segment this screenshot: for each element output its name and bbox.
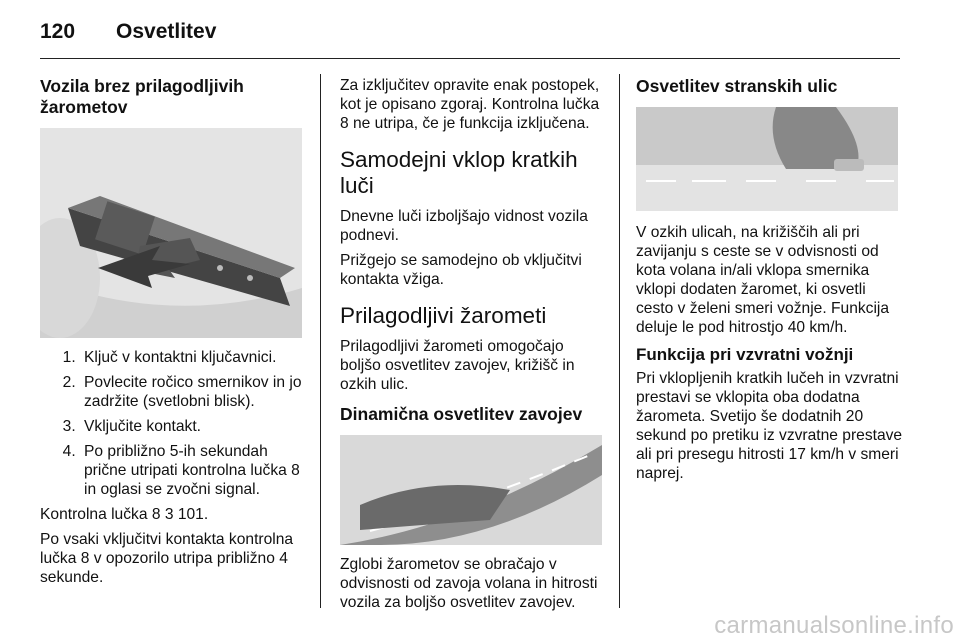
- page-header: [40, 20, 216, 44]
- column-divider-1: [320, 74, 321, 608]
- indicator-reference: Kontrolna lučka 8 3 101.: [40, 506, 209, 523]
- cornering-text: Zglobi žarometov se obračajo v odvisnosti od zavoja volana in hitrosti vozila za boljšo osvetlitev zavojev.: [340, 556, 598, 611]
- side-street-text: V ozkih ulicah, na križiščih ali pri zavijanju s ceste se v odvisnosti od kota volana in/ali vklopa smernika vklopi dodaten žaromet, ki osvetli cesto v želeni smeri vožnje. Funkcija deluje le pod hitrostjo 40 km/h.: [636, 224, 890, 336]
- cornering-illustration: [340, 435, 602, 545]
- auto-on-text: Prižgejo se samodejno ob vključitvi kontakta vžiga.: [340, 252, 582, 288]
- section-heading-no-adaptive: Vozila brez prilagodljivih žarometov: [40, 76, 244, 117]
- adaptive-intro-text: Prilagodljivi žarometi omogočajo boljšo osvetlitev zavojev, križišč in ozkih ulic.: [340, 338, 575, 393]
- side-street-illustration: [636, 107, 898, 211]
- heading-dynamic-cornering: Dinamična osvetlitev zavojev: [340, 404, 583, 424]
- column-2: [340, 76, 605, 618]
- step-item: 1. Ključ v kontaktni ključavnici.: [80, 348, 306, 367]
- daytime-lights-text: Dnevne luči izboljšajo vidnost vozila podnevi.: [340, 208, 588, 244]
- reverse-function-text: Pri vklopljenih kratkih lučeh in vzvratni prestavi se vklopita oba dodatna žarometa. Svetijo še dodatnih 20 sekund po pretiku iz vzvratne prestave ali pri presegu hitrosti 17 km/h v smeri naprej.: [636, 370, 903, 482]
- stalk-illustration: [40, 128, 302, 338]
- heading-reverse-function: Funkcija pri vzvratni vožnji: [636, 345, 854, 364]
- header-rule: [40, 58, 900, 59]
- column-1: [40, 76, 306, 593]
- column-3: [636, 76, 904, 489]
- heading-adaptive-headlights: Prilagodljivi žarometi: [340, 303, 547, 328]
- steps-list: [40, 348, 306, 499]
- column-divider-2: [619, 74, 620, 608]
- watermark: carmanualsonline.info: [714, 612, 954, 639]
- indicator-note: Po vsaki vključitvi kontakta kontrolna lučka 8 v opozorilo utripa približno 4 sekunde.: [40, 531, 294, 586]
- heading-side-street-lighting: Osvetlitev stranskih ulic: [636, 76, 838, 96]
- page-title: Osvetlitev: [116, 20, 217, 43]
- heading-auto-low-beam: Samodejni vklop kratkih luči: [340, 147, 578, 198]
- disable-instruction: Za izključitev opravite enak postopek, kot je opisano zgoraj. Kontrolna lučka 8 ne utripa, če je funkcija izključena.: [340, 77, 600, 132]
- step-item: 3. Vključite kontakt.: [80, 417, 306, 436]
- page-number: 120: [40, 20, 76, 43]
- step-item: 4. Po približno 5-ih sekundah prične utripati kontrolna lučka 8 in oglasi se zvočni signal.: [80, 442, 306, 499]
- step-item: 2. Povlecite ročico smernikov in jo zadržite (svetlobni blisk).: [80, 373, 306, 411]
